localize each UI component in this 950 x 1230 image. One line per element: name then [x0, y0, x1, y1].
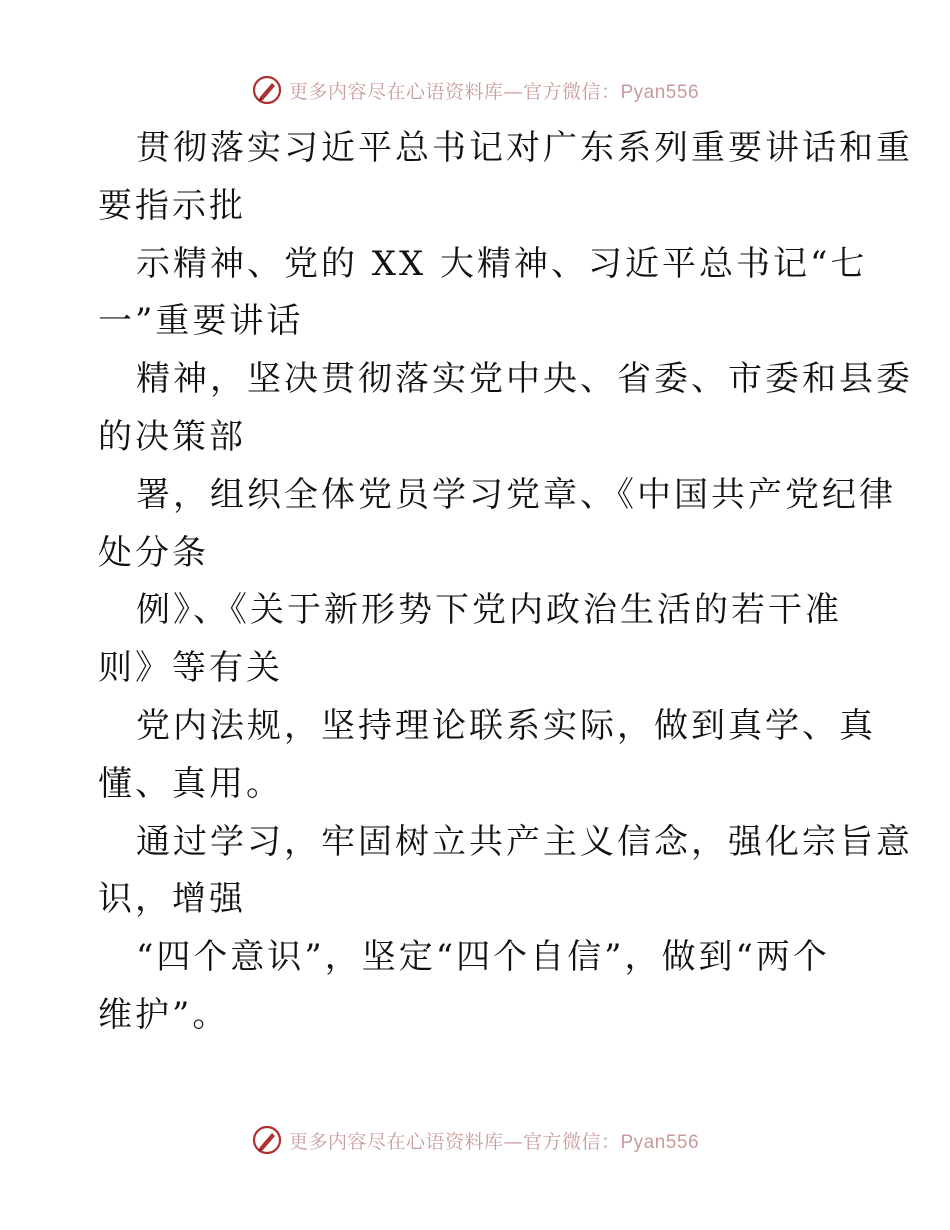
text-line: 精神，坚决贯彻落实党中央、省委、市委和县委 — [136, 359, 913, 400]
text-line: 识，增强 — [98, 879, 246, 920]
text-line: 党内法规，坚持理论联系实际，做到真学、真 — [136, 705, 876, 746]
text-line: 贯彻落实习近平总书记对广东系列重要讲话和重 — [136, 128, 913, 168]
text-line: 懂、真用。 — [98, 763, 283, 804]
watermark-text: 更多内容尽在心语资料库—官方微信：Pyan556 — [288, 80, 700, 103]
watermark-text: 更多内容尽在心语资料库—官方微信：Pyan556 — [288, 1130, 700, 1153]
text-line: 通过学习，牢固树立共产主义信念，强化宗旨意 — [136, 821, 913, 862]
text-line: 则》等有关 — [98, 648, 283, 689]
text-line: 处分条 — [98, 532, 209, 573]
text-line: 维护”。 — [98, 994, 230, 1035]
pen-logo-icon — [251, 74, 283, 106]
text-line: 一”重要讲话 — [98, 301, 304, 342]
footer-watermark — [0, 1120, 950, 1160]
document-body — [98, 120, 913, 1045]
text-line: 例》、《关于新形势下党内政治生活的若干准 — [136, 590, 842, 631]
text-line: 的决策部 — [98, 416, 246, 457]
text-line: 示精神、党的 XX 大精神、习近平总书记“七 — [136, 243, 868, 284]
text-line: 署，组织全体党员学习党章、《中国共产党纪律 — [136, 474, 896, 515]
pen-logo-icon — [251, 1124, 283, 1156]
text-line: 要指示批 — [98, 185, 246, 226]
header-watermark — [0, 70, 950, 110]
text-line: “四个意识”，坚定“四个自信”，做到“两个 — [136, 937, 830, 978]
